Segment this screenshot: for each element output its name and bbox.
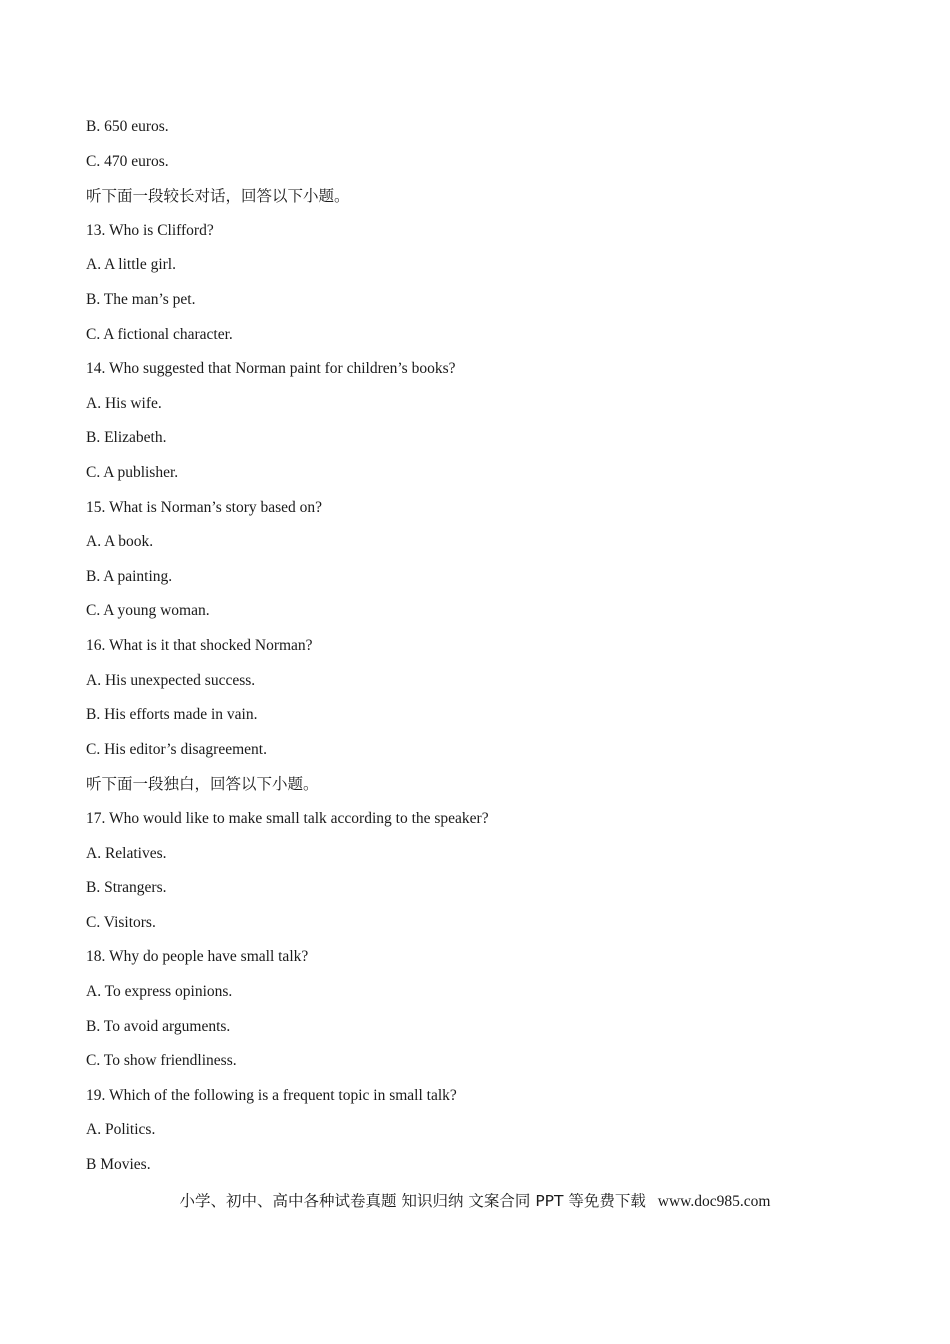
question-line: C. 470 euros. [86, 153, 169, 170]
question-line: 18. Why do people have small talk? [86, 948, 309, 965]
question-line: C. A young woman. [86, 602, 210, 619]
question-line: C. To show friendliness. [86, 1052, 237, 1069]
question-line: B. Elizabeth. [86, 429, 167, 446]
question-line: B. A painting. [86, 568, 173, 585]
question-line: B. His efforts made in vain. [86, 706, 258, 723]
question-line: B Movies. [86, 1156, 151, 1173]
question-line: C. His editor’s disagreement. [86, 741, 267, 758]
question-line: B. To avoid arguments. [86, 1018, 231, 1035]
question-line: B. The man’s pet. [86, 291, 196, 308]
question-line: A. A little girl. [86, 256, 176, 273]
question-line: C. Visitors. [86, 914, 156, 931]
question-line: B. Strangers. [86, 879, 167, 896]
page-footer [0, 1190, 950, 1213]
question-line: A. Politics. [86, 1121, 156, 1138]
question-line: 14. Who suggested that Norman paint for children’s books? [86, 360, 456, 377]
question-line: 15. What is Norman’s story based on? [86, 499, 323, 516]
question-line: 19. Which of the following is a frequent topic in small talk? [86, 1087, 457, 1104]
question-line: 13. Who is Clifford? [86, 222, 214, 239]
question-line: A. To express opinions. [86, 983, 233, 1000]
question-line: 17. Who would like to make small talk according to the speaker? [86, 810, 489, 827]
question-line: A. Relatives. [86, 845, 167, 862]
question-line: A. A book. [86, 533, 154, 550]
question-line: C. A publisher. [86, 464, 179, 481]
question-line: C. A fictional character. [86, 326, 233, 343]
section-instruction: 听下面一段独白，回答以下小题。 [86, 775, 319, 793]
question-line: A. His unexpected success. [86, 672, 256, 689]
footer-text: 小学、初中、高中各种试卷真题 知识归纳 文案合同 PPT 等免费下载 [179, 1192, 646, 1210]
question-line: 16. What is it that shocked Norman? [86, 637, 313, 654]
section-instruction: 听下面一段较长对话，回答以下小题。 [86, 187, 350, 205]
question-line: B. 650 euros. [86, 118, 169, 135]
footer-link[interactable]: www.doc985.com [657, 1193, 771, 1210]
question-line: A. His wife. [86, 395, 162, 412]
